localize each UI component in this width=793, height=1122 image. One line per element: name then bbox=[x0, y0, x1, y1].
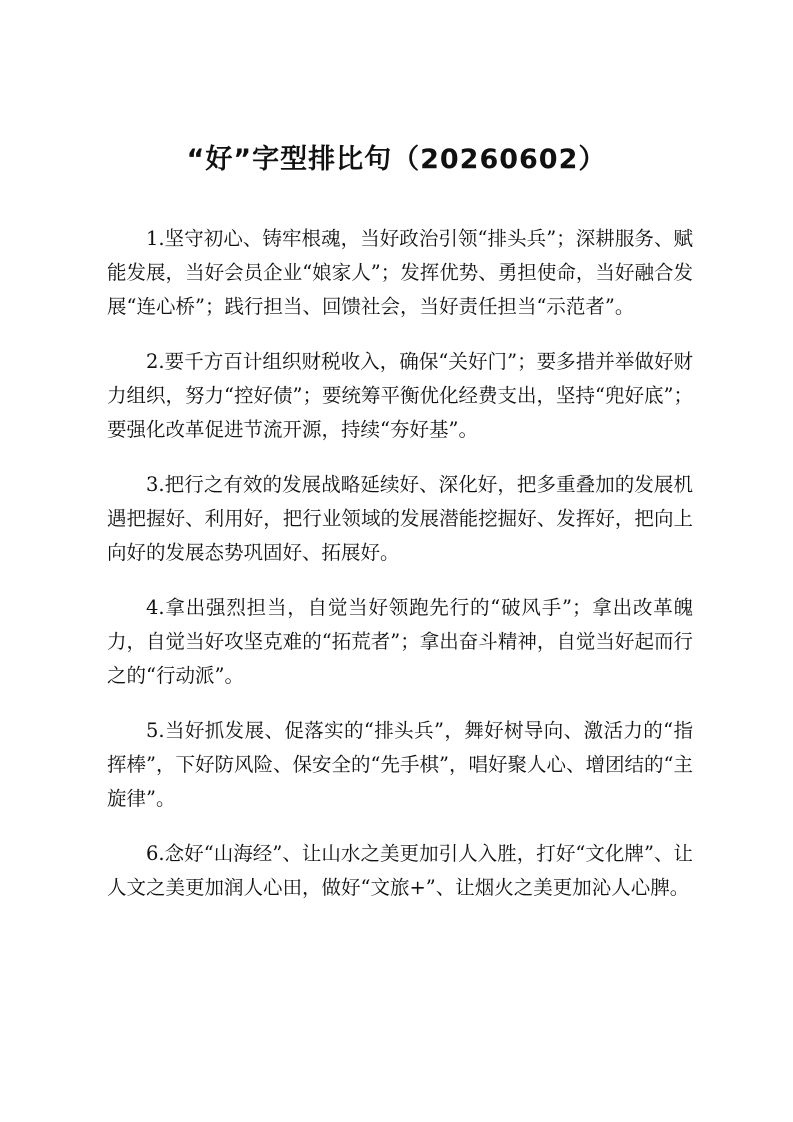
paragraph-6: 6.念好“山海经”、让山水之美更加引人入胜，打好“文化牌”、让人文之美更加润人心田，做好“文旅+”、让烟火之美更加沁人心脾。 bbox=[107, 842, 693, 899]
paragraph-2: 2.要千方百计组织财税收入，确保“关好门”；要多措并举做好财力组织，努力“控好债”；要统筹平衡优化经费支出，坚持“兜好底”；要强化改革促进节流开源，持续“夯好基”。 bbox=[107, 350, 693, 441]
paragraph-1: 1.坚守初心、铸牢根魂，当好政治引领“排头兵”；深耕服务、赋能发展，当好会员企业“娘家人”；发挥优势、勇担使命，当好融合发展“连心桥”；践行担当、回馈社会，当好责任担当“示范者”。 bbox=[107, 227, 693, 318]
paragraph-5: 5.当好抓发展、促落实的“排头兵”，舞好树导向、激活力的“指挥棒”，下好防风险、保安全的“先手棋”，唱好聚人心、增团结的“主旋律”。 bbox=[107, 719, 693, 810]
paragraph-3: 3.把行之有效的发展战略延续好、深化好，把多重叠加的发展机遇把握好、利用好，把行业领域的发展潜能挖掘好、发挥好，把向上向好的发展态势巩固好、拓展好。 bbox=[107, 473, 693, 564]
paragraph-4: 4.拿出强烈担当，自觉当好领跑先行的“破风手”；拿出改革魄力，自觉当好攻坚克难的“拓荒者”；拿出奋斗精神，自觉当好起而行之的“行动派”。 bbox=[107, 596, 693, 687]
document-body bbox=[107, 222, 693, 926]
document-title: “好”字型排比句（20260602） bbox=[186, 144, 607, 175]
